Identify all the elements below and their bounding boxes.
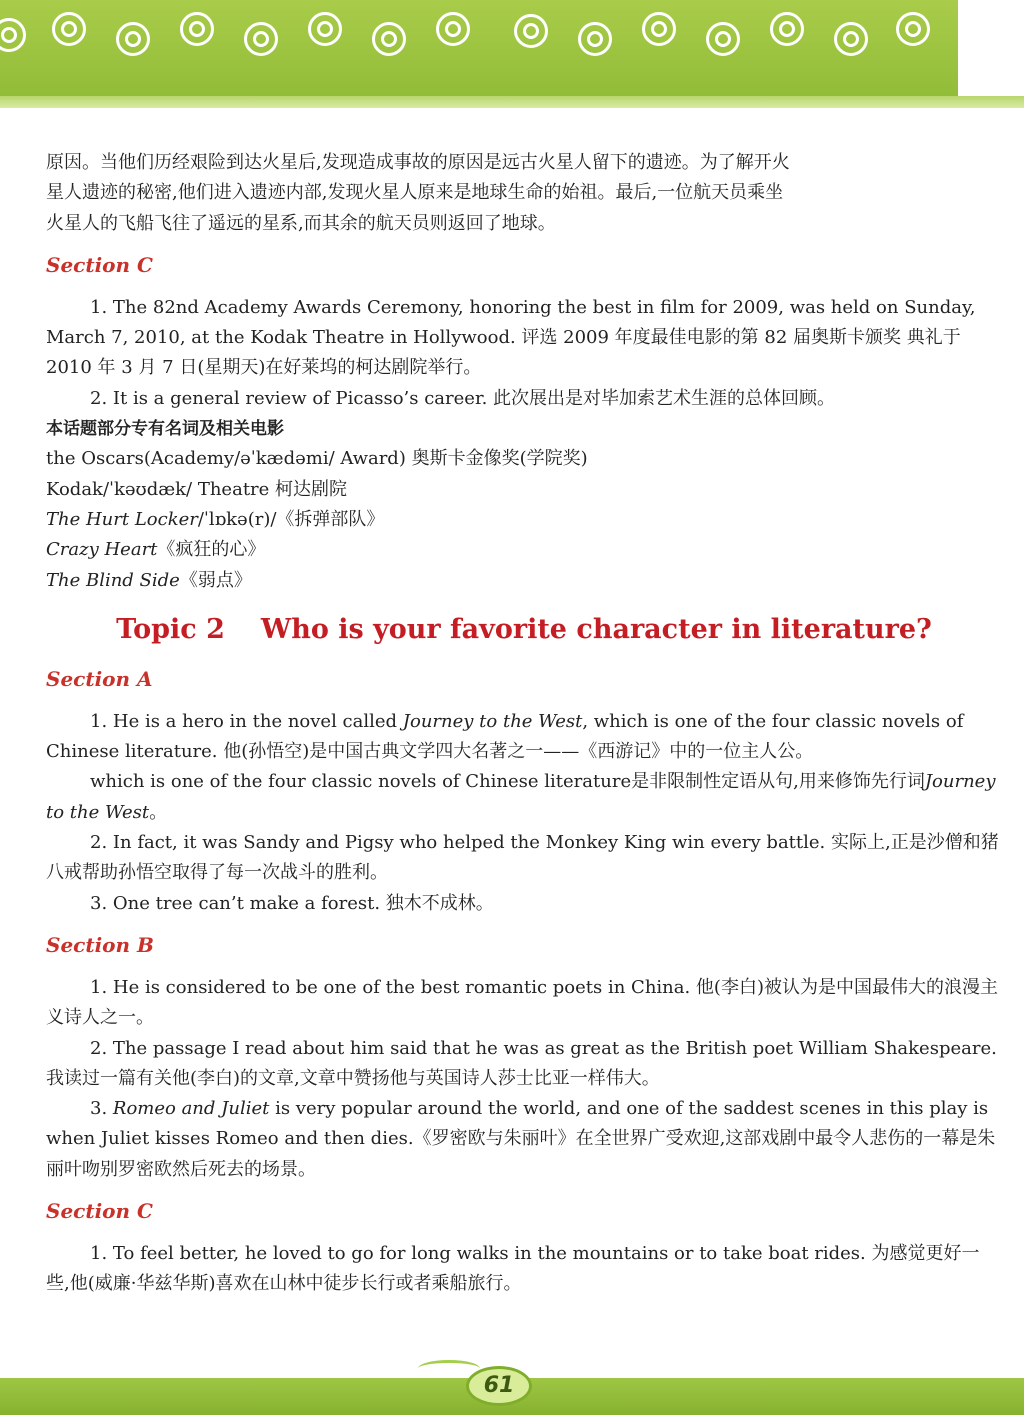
- sentence-text: , which is one of the four classic novels of Chinese literature. 他(孙悟空)是中国古典文学四大名著之一——《西游记》中的一位主人公。: [46, 710, 964, 763]
- intro-line: 原因。当他们历经艰险到达火星后,发现造成事故的原因是远古火星人留下的遗迹。为了解开火: [46, 152, 790, 173]
- topic-title: [46, 610, 1002, 650]
- sentence-text: is very popular around the world, and one of the saddest scenes in this play is when Juliet kisses Romeo and then dies.《罗密欧与朱丽叶》在全世界广受欢迎,这部戏剧中最令人悲伤的一幕是朱丽叶吻别罗密欧然后死去的场景。: [46, 1098, 996, 1180]
- ring-icon: [116, 22, 150, 56]
- sentence-text: 1. He is a hero in the novel called: [90, 710, 403, 732]
- note-text: which is one of the four classic novels of Chinese literature是非限制性定语从句,用来修饰先行词: [90, 771, 925, 793]
- sentence-paragraph: [46, 293, 1002, 384]
- header-corner: [958, 0, 1024, 64]
- play-title: Romeo and Juliet: [112, 1098, 270, 1120]
- ring-icon: [372, 22, 406, 56]
- vocab-item: [46, 505, 1002, 535]
- ring-icon: [578, 22, 612, 56]
- book-title: Journey to the West: [402, 710, 583, 732]
- vocab-term: Crazy Heart: [46, 539, 158, 561]
- ring-icon: [642, 12, 676, 46]
- sentence-paragraph: 3. One tree can’t make a forest. 独木不成林。: [90, 892, 494, 914]
- grammar-note: [46, 767, 1002, 828]
- sentence-text: 典礼于 2010 年 3 月 7 日(星期天)在好莱坞的柯达剧院举行。: [46, 327, 961, 379]
- section-heading-c2: Section C: [46, 1199, 153, 1224]
- section-heading-a: Section A: [46, 666, 153, 691]
- vocab-heading: 本话题部分专有名词及相关电影: [46, 419, 284, 440]
- section-heading-b: Section B: [46, 932, 154, 957]
- vocab-definition: the Oscars(Academy/əˈkædəmi/ Award) 奥斯卡金像奖(学院奖): [46, 448, 588, 470]
- vocab-definition: /ˈlɒkə(r)/《拆弹部队》: [197, 508, 385, 530]
- vocab-term: The Hurt Locker: [46, 508, 198, 530]
- vocab-item: [46, 566, 1002, 596]
- sentence-paragraph: [46, 707, 1002, 768]
- sentence-paragraph: 2. It is a general review of Picasso’s career. 此次展出是对毕加索艺术生涯的总体回顾。: [90, 387, 836, 409]
- ring-icon: [244, 22, 278, 56]
- vocab-definition: 《疯狂的心》: [157, 539, 266, 561]
- topic-question: Who is your favorite character in literature?: [260, 613, 932, 645]
- book-title: Journey to the West: [46, 771, 996, 823]
- ring-icon: [770, 12, 804, 46]
- intro-line: 星人遗迹的秘密,他们进入遗迹内部,发现火星人原来是地球生命的始祖。最后,一位航天员乘坐: [46, 182, 784, 204]
- sentence-text: March 7, 2010, at the Kodak Theatre in Hollywood. 评选 2009 年度最佳电影的第 82 届奥斯卡颁奖: [46, 327, 902, 349]
- section-heading-c: Section C: [46, 252, 153, 277]
- ring-icon: [706, 22, 740, 56]
- topic-number: Topic 2: [116, 613, 225, 645]
- intro-line: 火星人的飞船飞往了遥远的星系,而其余的航天员则返回了地球。: [46, 212, 556, 234]
- page-number-badge: [466, 1366, 532, 1406]
- note-text: 。: [149, 801, 168, 823]
- header-strip: [0, 96, 1024, 108]
- vocab-definition: 《弱点》: [179, 569, 252, 591]
- ring-icon: [308, 12, 342, 46]
- vocab-item: [46, 444, 1002, 474]
- ring-icon: [514, 14, 548, 48]
- sentence-text: 3.: [90, 1098, 113, 1120]
- ring-icon: [52, 12, 86, 46]
- ring-icon: [180, 12, 214, 46]
- sentence-paragraph: 1. To feel better, he loved to go for long walks in the mountains or to take boat rides. 为感觉更好一些,他(威廉·华兹华斯)喜欢在山林中徒步长行或者乘船旅行。: [46, 1243, 980, 1295]
- vocab-definition: Kodak/ˈkəʊdæk/ Theatre 柯达剧院: [46, 478, 348, 500]
- vocab-item: [46, 535, 1002, 565]
- vocab-item: [46, 475, 1002, 505]
- page-number: 61: [483, 1373, 515, 1398]
- ring-icon: [834, 22, 868, 56]
- sentence-paragraph: 2. In fact, it was Sandy and Pigsy who helped the Monkey King win every battle. 实际上,正是沙僧和猪八戒帮助孙悟空取得了每一次战斗的胜利。: [46, 832, 999, 884]
- sentence-paragraph: [46, 1094, 1002, 1185]
- sentence-paragraph: 1. He is considered to be one of the best romantic poets in China. 他(李白)被认为是中国最伟大的浪漫主义诗人之一。: [46, 976, 998, 1029]
- ring-icon: [896, 12, 930, 46]
- header-banner: [0, 0, 958, 108]
- sentence-text: 1. The 82nd Academy Awards Ceremony, honoring the best in film for 2009, was held on Sunday,: [90, 296, 976, 318]
- ring-icon: [436, 12, 470, 46]
- vocab-term: The Blind Side: [46, 569, 180, 591]
- sentence-paragraph: 2. The passage I read about him said that he was as great as the British poet William Shakespeare. 我读过一篇有关他(李白)的文章,文章中赞扬他与英国诗人莎士比亚一样伟大。: [46, 1037, 997, 1089]
- page-content: [46, 148, 1002, 1300]
